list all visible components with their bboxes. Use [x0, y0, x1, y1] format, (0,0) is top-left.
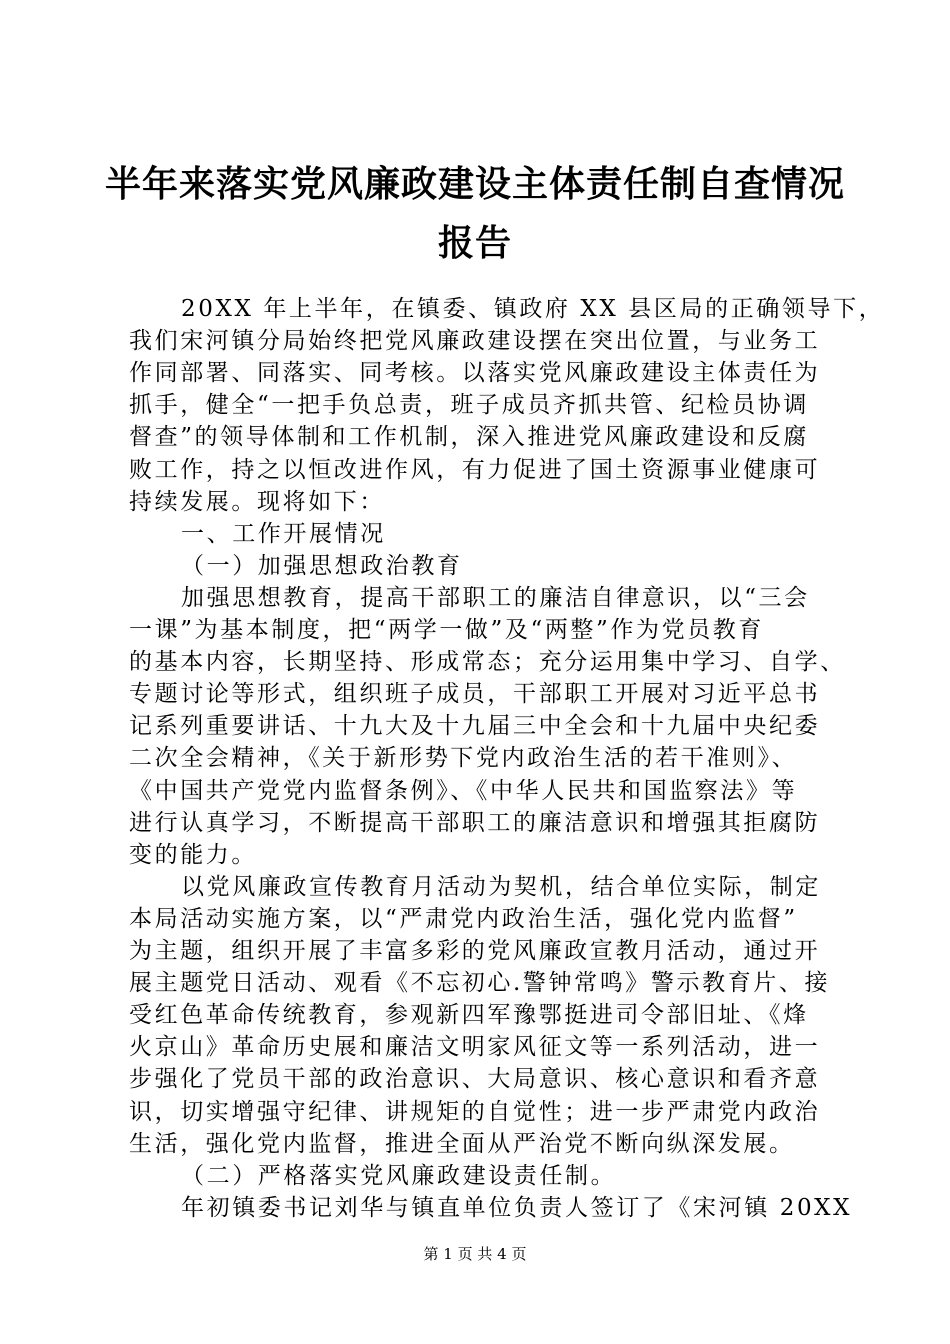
document-title-line-2: 报告 [437, 223, 512, 264]
paragraph-line: 受红色革命传统教育，参观新四军豫鄂挺进司令部旧址、《烽 [129, 1002, 809, 1029]
paragraph-line: 记系列重要讲话、十九大及十九届三中全会和十九届中央纪委 [129, 713, 821, 740]
paragraph-line: 二次全会精神，《关于新形势下党内政治生活的若干准则》、 [129, 745, 798, 772]
paragraph-line: 败工作，持之以恒改进作风，有力促进了国土资源事业健康可 [129, 456, 821, 483]
paragraph-line: 作同部署、同落实、同考核。以落实党风廉政建设主体责任为 [129, 360, 821, 387]
paragraph-line: 一课”为基本制度，把“两学一做”及“两整”作为党员教育 [129, 617, 764, 643]
paragraph-line: 《中国共产党党内监督条例》、《中华人民共和国监察法》等 [129, 777, 798, 804]
paragraph-line: 以党风廉政宣传教育月活动为契机，结合单位实际，制定 [181, 873, 821, 900]
paragraph-line: 20XX 年上半年，在镇委、镇政府 XX 县区局的正确领导下， [181, 296, 885, 322]
document-title-line-1: 半年来落实党风廉政建设主体责任制自查情况 [104, 164, 845, 205]
paragraph-line: 进行认真学习，不断提高干部职工的廉洁意识和增强其拒腐防 [129, 809, 821, 836]
paragraph-line: 抓手，健全“一把手负总责，班子成员齐抓共管、纪检员协调 [129, 392, 809, 419]
paragraph-line: 为主题，组织开展了丰富多彩的党风廉政宣教月活动，通过开 [129, 938, 821, 964]
paragraph-line: 年初镇委书记刘华与镇直单位负责人签订了《宋河镇 20XX [181, 1194, 853, 1221]
paragraph-line: 加强思想教育，提高干部职工的廉洁自律意识，以“三会 [181, 584, 810, 611]
paragraph-line: 本局活动实施方案，以“严肃党内政治生活，强化党内监督” [129, 905, 798, 932]
paragraph-line: 步强化了党员干部的政治意识、大局意识、核心意识和看齐意 [129, 1066, 821, 1093]
paragraph-line: 专题讨论等形式，组织班子成员，干部职工开展对习近平总书 [129, 681, 821, 708]
page-footer: 第 1 页 共 4 页 [423, 1245, 527, 1263]
paragraph-line: 持续发展。现将如下： [129, 488, 385, 515]
paragraph-line: 的基本内容，长期坚持、形成常态；充分运用集中学习、自学、 [129, 649, 846, 676]
paragraph-line: 展主题党日活动、观看《不忘初心.警钟常鸣》警示教育片、接 [129, 970, 831, 997]
paragraph-line: 督查”的领导体制和工作机制，深入推进党风廉政建设和反腐 [129, 424, 809, 451]
paragraph-line: 生活，强化党内监督，推进全面从严治党不断向纵深发展。 [129, 1130, 795, 1157]
paragraph-line: 识，切实增强守纪律、讲规矩的自觉性；进一步严肃党内政治 [129, 1098, 821, 1125]
paragraph-line: 火京山》革命历史展和廉洁文明家风征文等一系列活动，进一 [129, 1034, 821, 1061]
subsection-heading: （一）加强思想政治教育 [181, 552, 463, 579]
subsection-heading: （二）严格落实党风廉政建设责任制。 [181, 1162, 617, 1189]
paragraph-line: 变的能力。 [129, 841, 257, 868]
section-heading: 一、工作开展情况 [181, 520, 386, 547]
paragraph-line: 我们宋河镇分局始终把党风廉政建设摆在突出位置，与业务工 [129, 328, 821, 355]
